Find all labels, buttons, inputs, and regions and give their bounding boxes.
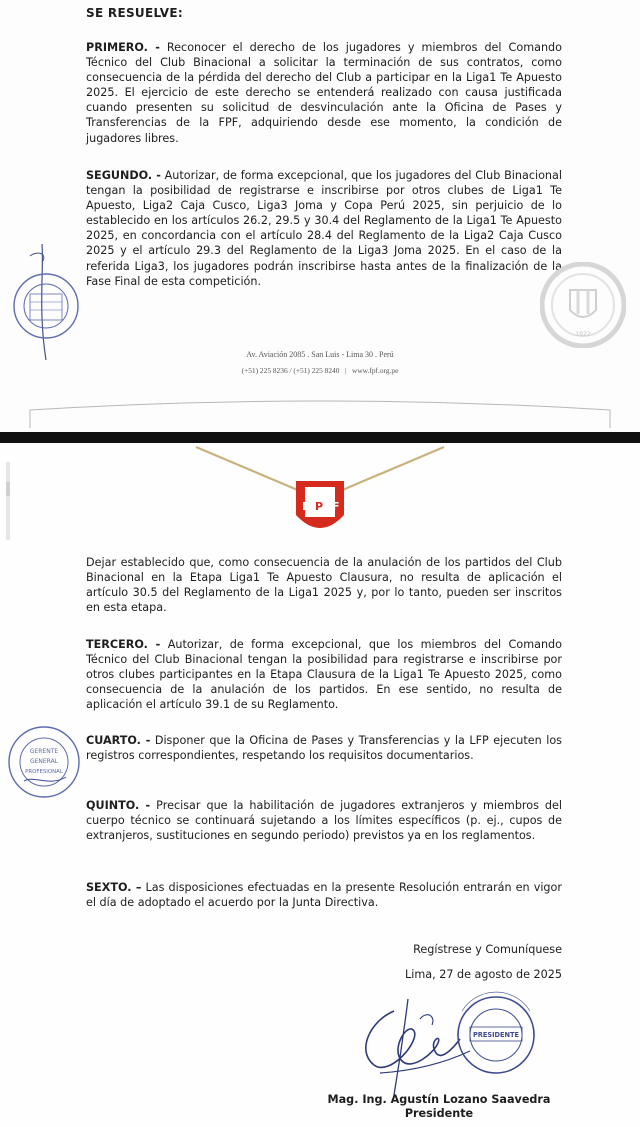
- side-margin-mark: [4, 462, 14, 540]
- stamp-line: GENERAL: [29, 758, 59, 765]
- article-sexto: [86, 880, 562, 910]
- document-page-1: [0, 0, 640, 432]
- article-label: CUARTO. -: [86, 734, 151, 747]
- president-signature-stamp: [350, 991, 540, 1097]
- article-primero: [86, 40, 562, 146]
- article-label: SEGUNDO. -: [86, 169, 161, 182]
- fpf-watermark-seal-icon: [540, 262, 626, 348]
- signer-title: Presidente: [404, 1107, 474, 1120]
- article-label: QUINTO. -: [86, 799, 151, 812]
- article-text: Reconocer el derecho de los jugadores y miembros del Comando Técnico del Club Binacional a solicitar la terminación de sus contratos, como consecuencia de la pérdida del derecho del Club a participar en la Liga1 Te Apuesto 2025. El ejercicio de este derecho se entenderá realizado con causa justificada cuando presenten su solicitud de desvinculación ante la Oficina de Pases y Transferencias de la FPF, adquiriendo desde ese momento, la condición de jugadores libres.: [86, 41, 562, 145]
- article-text: Precisar que la habilitación de jugadores extranjeros y miembros del cuerpo técnico se continuará sujetando a los límites específicos (p. ej., cupos de extranjeros, sustituciones en segundo periodo) previstos ya en los reglamentos.: [86, 799, 562, 843]
- fpf-letterhead-logo: [0, 443, 640, 553]
- article-label: PRIMERO. -: [86, 41, 160, 54]
- logo-letter-p: P: [315, 500, 324, 513]
- stamp-line: GERENTE: [29, 748, 59, 755]
- article-segundo: [86, 168, 562, 289]
- document-date: Lima, 27 de agosto de 2025: [405, 968, 562, 981]
- article-tercero: [86, 637, 562, 712]
- article-label: TERCERO. -: [86, 638, 161, 651]
- stamp-label: PRESIDENTE: [472, 1031, 520, 1039]
- article-text: Autorizar, de forma excepcional, que los miembros del Comando Técnico del Club Binacional tengan la posibilidad para registrarse e inscribirse por otros clubes participantes en la Etapa Clausura de la Liga1 Te Apuesto 2025, como consecuencia de la anulación de los partidos. En ese sentido, no resulta de aplicación el artículo 39.1 de su Reglamento.: [86, 638, 562, 712]
- signer-name: Mag. Ing. Agustín Lozano Saavedra: [327, 1093, 551, 1106]
- article-text: Disponer que la Oficina de Pases y Transferencias y la LFP ejecuten los registros correspondientes, respetando los requisitos documentarios.: [86, 734, 562, 763]
- article-label: SEXTO. –: [86, 881, 142, 894]
- document-page-2: [0, 443, 640, 1127]
- page-separator: [0, 432, 640, 443]
- article-text: Las disposiciones efectuadas en la presente Resolución entrarán en vigor el día de adoptado el acuerdo por la Junta Directiva.: [86, 881, 562, 910]
- stamp-line: PROFESIONAL: [25, 769, 63, 775]
- article-quinto: [86, 798, 562, 843]
- logo-letter-f2: F: [332, 500, 340, 513]
- footer-address: Av. Aviación 2085 . San Luis - Lima 30 . Perú: [246, 350, 394, 359]
- section-heading: SE RESUELVE:: [86, 6, 183, 20]
- seal-year: 1922: [575, 331, 591, 338]
- article-text: Autorizar, de forma excepcional, que los jugadores del Club Binacional tengan la posibilidad de registrarse e inscribirse por otros clubes de Liga1 Te Apuesto, Liga2 Caja Cusco, Liga3 Joma y Copa Perú 2025, sin perjuicio de lo establecido en los artículos 26.2, 29.5 y 30.4 del Reglamento de la Liga1 Te Apuesto 2025, en concordancia con el artículo 28.4 del Reglamento de la Liga2 Caja Cusco 2025 y el artículo 29.3 del Reglamento de la Liga3 Joma 2025. En el caso de la referida Liga3, los jugadores podrán inscribirse hasta antes de la finalización de la Fase Final de esta competición.: [86, 169, 562, 288]
- article-cuarto: [86, 733, 562, 763]
- side-seal-stamp-icon: [8, 240, 84, 364]
- closing-formula: Regístrese y Comuníquese: [413, 943, 562, 956]
- paragraph-dejar-establecido: Dejar establecido que, como consecuencia de la anulación de los partidos del Club Binacional en la Etapa Liga1 Te Apuesto Clausura, no resulta de aplicación el artículo 30.5 del Reglamento de la Liga1 2025 y, por lo tanto, pueden ser inscritos en esta etapa.: [86, 556, 562, 615]
- footer-contact: (+51) 225 8236 / (+51) 225 8240 | www.fpf.org.pe: [241, 366, 399, 375]
- gerente-general-stamp-icon: [6, 721, 82, 803]
- logo-letter-f1: F: [302, 500, 310, 513]
